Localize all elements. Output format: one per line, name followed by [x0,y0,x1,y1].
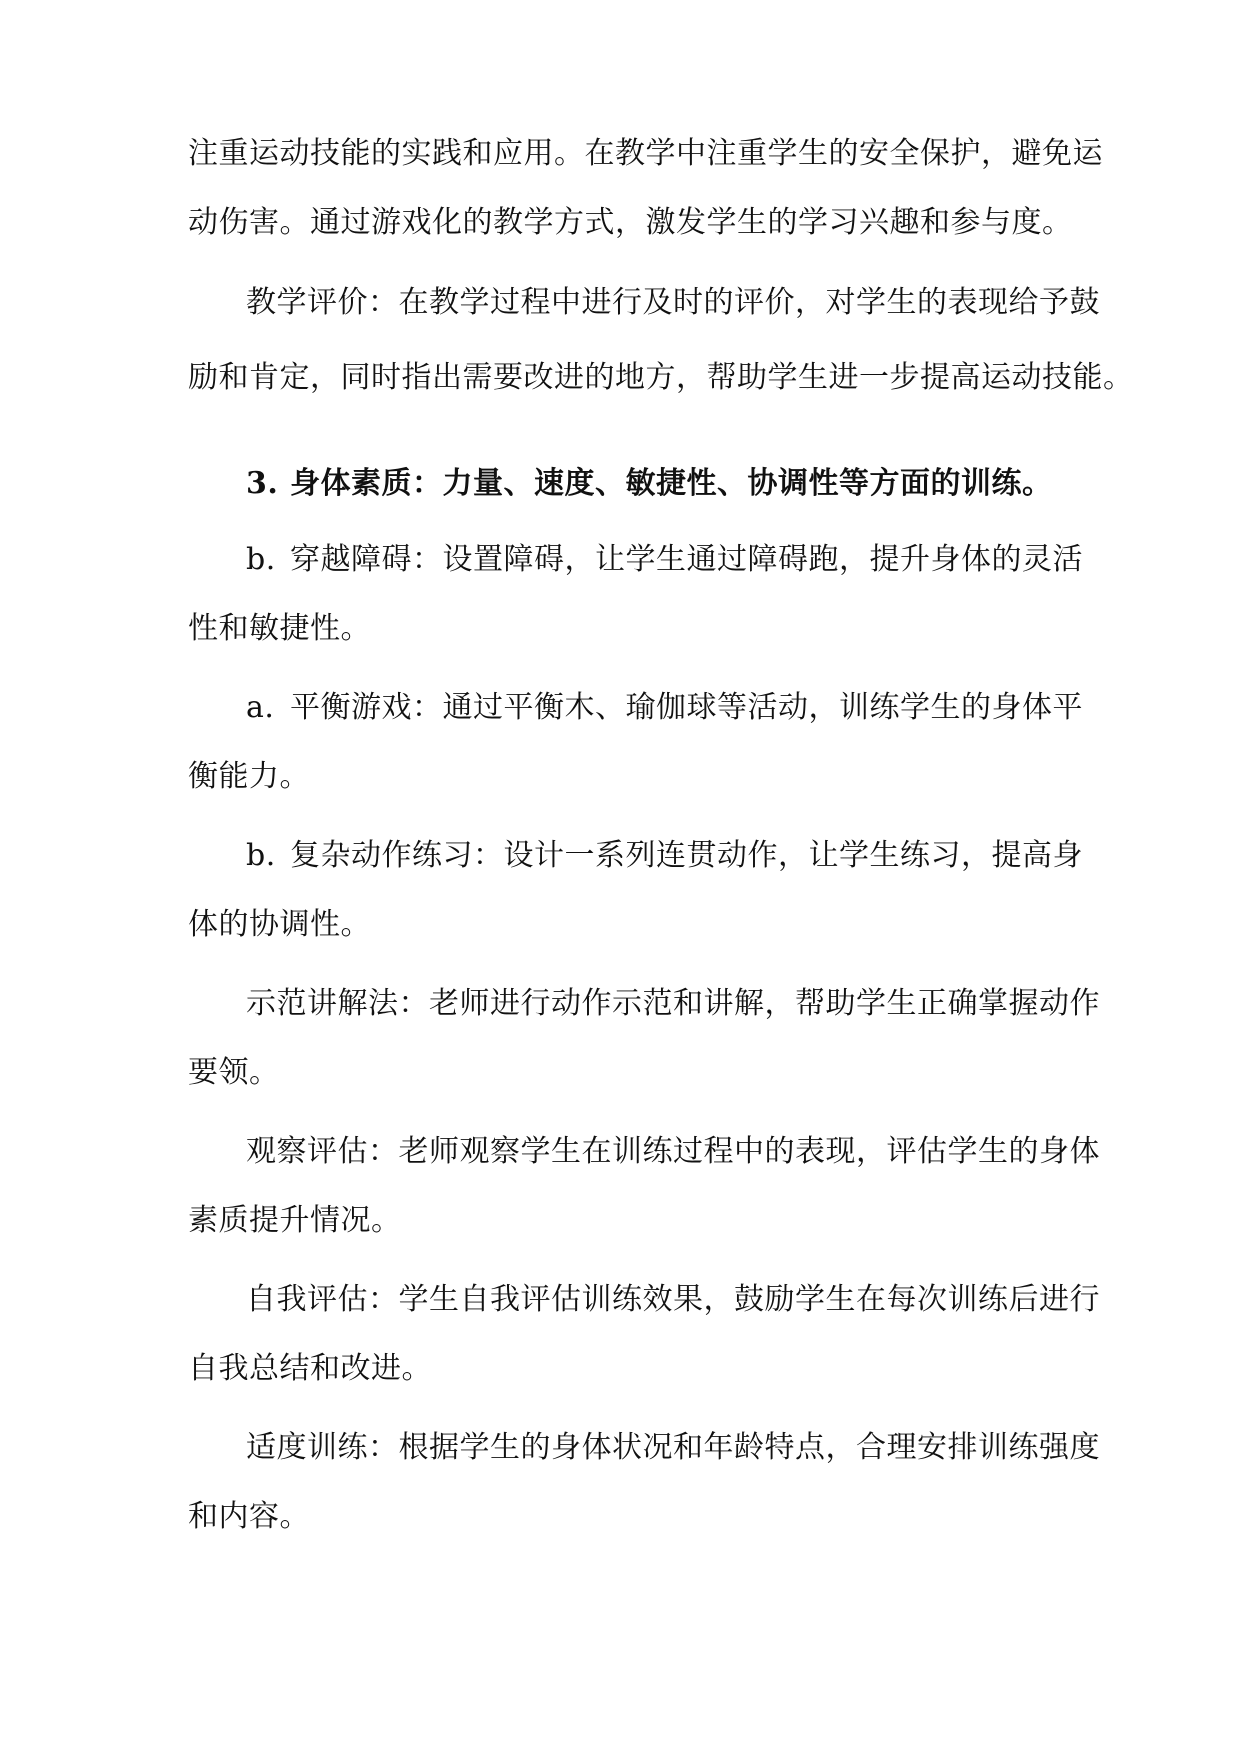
list-marker: b. [246,542,276,577]
text-line: 体的协调性。 [188,907,371,942]
text-line: 自我评估：学生自我评估训练效果，鼓励学生在每次训练后进行 [246,1282,1100,1317]
section-heading [246,464,1058,504]
text-line: 教学评价：在教学过程中进行及时的评价，对学生的表现给予鼓 [246,285,1100,320]
list-marker: a. [246,690,275,725]
list-item [246,836,1083,876]
text-line: 示范讲解法：老师进行动作示范和讲解，帮助学生正确掌握动作 [246,986,1100,1021]
list-item-text: 穿越障碍：设置障碍，让学生通过障碍跑，提升身体的灵活 [290,542,1083,577]
text-line: 要领。 [188,1055,280,1090]
text-line: 励和肯定，同时指出需要改进的地方，帮助学生进一步提高运动技能。 [188,360,1134,395]
text-line: 和内容。 [188,1499,310,1534]
text-line: 观察评估：老师观察学生在训练过程中的表现，评估学生的身体 [246,1134,1100,1169]
section-number: 3. [246,466,279,501]
list-item [246,688,1083,728]
text-line: 性和敏捷性。 [188,611,371,646]
text-line: 注重运动技能的实践和应用。在教学中注重学生的安全保护，避免运 [188,136,1103,171]
text-line: 适度训练：根据学生的身体状况和年龄特点，合理安排训练强度 [246,1430,1100,1465]
text-line: 衡能力。 [188,759,310,794]
list-marker: b. [246,838,276,873]
text-line: 自我总结和改进。 [188,1351,432,1386]
list-item-text: 复杂动作练习：设计一系列连贯动作，让学生练习，提高身 [290,838,1083,873]
text-line: 动伤害。通过游戏化的教学方式，激发学生的学习兴趣和参与度。 [188,205,1073,240]
list-item [246,540,1083,580]
text-line: 素质提升情况。 [188,1203,402,1238]
section-heading-text: 身体素质：力量、速度、敏捷性、协调性等方面的训练。 [290,466,1053,501]
list-item-text: 平衡游戏：通过平衡木、瑜伽球等活动，训练学生的身体平 [290,690,1083,725]
